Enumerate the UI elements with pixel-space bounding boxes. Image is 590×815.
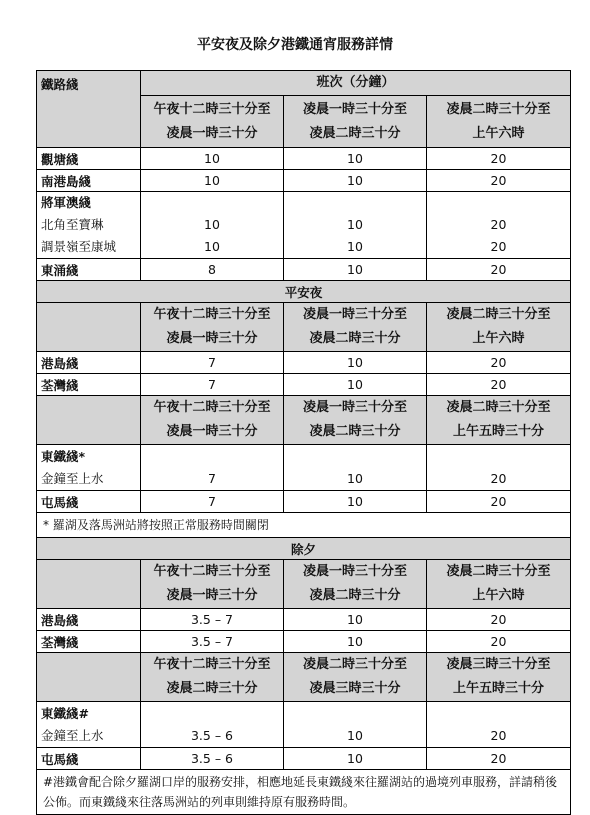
cell-text: 凌晨一時三十分至 <box>302 564 407 579</box>
table-cell <box>427 192 571 259</box>
time-slot-header <box>427 303 571 352</box>
table-cell: 10 <box>141 148 284 170</box>
table-cell: 10 <box>284 148 427 170</box>
table-row <box>37 259 571 281</box>
table-cell: 3.5 – 7 <box>141 609 284 631</box>
cell-text: 10 <box>347 727 363 743</box>
table-row <box>37 170 571 192</box>
cell-text: 上午五時三十分 <box>453 681 545 696</box>
table-cell: 10 <box>284 374 427 396</box>
time-slot-header <box>141 653 284 702</box>
table-cell <box>141 192 284 259</box>
cell-text <box>431 703 566 725</box>
table-cell: 10 <box>284 491 427 513</box>
table-row <box>37 192 571 259</box>
cell-text: 凌晨一時三十分 <box>166 125 258 141</box>
cell-text: 凌晨三時三十分至 <box>446 657 551 672</box>
table-cell <box>427 702 571 748</box>
cell-text: 午夜十二時三十分至 <box>153 564 271 579</box>
time-slot-header <box>427 396 571 445</box>
cell-text <box>145 446 279 468</box>
time-slot-header <box>427 653 571 702</box>
frequency-header: 班次（分鐘） <box>141 71 571 96</box>
table-cell: 屯馬綫 <box>37 748 141 770</box>
table-row <box>37 445 571 491</box>
cell-text: 7 <box>208 470 216 486</box>
table-row <box>37 748 571 770</box>
cell-text: 3.5 – 6 <box>190 727 234 743</box>
cell-text: 20 <box>490 470 507 486</box>
table-cell <box>37 653 141 702</box>
cell-text <box>145 192 279 214</box>
table-cell <box>37 192 141 259</box>
table-cell <box>37 303 141 352</box>
table-cell: 7 <box>141 374 284 396</box>
cell-text: 凌晨二時三十分至 <box>446 307 551 322</box>
cell-text: 10 <box>347 470 363 486</box>
cell-text: 20 <box>490 727 507 743</box>
cell-text <box>431 192 566 214</box>
table-cell: 8 <box>141 259 284 281</box>
table-cell <box>37 396 141 445</box>
time-slot-header <box>284 560 427 609</box>
cell-text: 10 <box>347 217 363 232</box>
cell-text: 午夜十二時三十分至 <box>153 657 271 672</box>
cell-text: 東鐵綫* <box>41 448 86 464</box>
cell-text <box>431 446 566 468</box>
time-slot-header <box>141 96 284 148</box>
cell-text: 上午五時三十分 <box>453 424 545 439</box>
table-cell: 10 <box>284 259 427 281</box>
table-row <box>37 148 571 170</box>
cell-text: 金鐘至上水 <box>41 470 104 486</box>
cell-text: 凌晨一時三十分 <box>166 331 258 346</box>
cell-text: 北角至寶琳 <box>41 217 104 232</box>
time-slot-header <box>284 396 427 445</box>
table-cell: 荃灣綫 <box>37 374 141 396</box>
table-cell: 7 <box>141 352 284 374</box>
table-cell <box>141 445 284 491</box>
table-cell: 20 <box>427 374 571 396</box>
rail-line-header: 鐵路綫 <box>37 71 141 148</box>
table-cell: 港島綫 <box>37 352 141 374</box>
cell-text: 午夜十二時三十分至 <box>153 307 271 322</box>
table-cell <box>141 702 284 748</box>
table-row <box>37 491 571 513</box>
cell-text: 10 <box>347 239 363 254</box>
table-cell: 10 <box>284 748 427 770</box>
time-slot-header <box>284 303 427 352</box>
table-cell: 20 <box>427 352 571 374</box>
cell-text: 20 <box>490 217 507 232</box>
cell-text: 凌晨二時三十分至 <box>446 564 551 579</box>
table-cell <box>284 192 427 259</box>
table-cell <box>284 702 427 748</box>
time-slot-header <box>141 560 284 609</box>
table-cell: 觀塘綫 <box>37 148 141 170</box>
table-row <box>37 609 571 631</box>
cell-text: 上午六時 <box>472 331 525 346</box>
cell-text: 將軍澳綫 <box>41 195 92 210</box>
table-cell: 3.5 – 7 <box>141 631 284 653</box>
table-cell: 10 <box>141 170 284 192</box>
cell-text: 上午六時 <box>472 125 525 141</box>
cell-text: 20 <box>490 239 507 254</box>
cell-text: 凌晨一時三十分至 <box>302 400 407 415</box>
schedule-table <box>36 70 571 815</box>
section-header-christmas-eve: 平安夜 <box>37 281 571 303</box>
cell-text: 凌晨三時三十分 <box>309 681 401 696</box>
table-cell: 3.5 – 6 <box>141 748 284 770</box>
table-cell <box>37 445 141 491</box>
cell-text: 凌晨二時三十分至 <box>446 400 551 415</box>
cell-text: 凌晨二時三十分 <box>309 331 401 346</box>
table-cell: 10 <box>284 631 427 653</box>
cell-text: 凌晨二時三十分 <box>309 588 401 603</box>
cell-text: 凌晨一時三十分至 <box>302 307 407 322</box>
table-cell: 荃灣綫 <box>37 631 141 653</box>
table-cell: 港島綫 <box>37 609 141 631</box>
table-cell: 屯馬綫 <box>37 491 141 513</box>
table-cell <box>284 445 427 491</box>
cell-text: 上午六時 <box>472 588 525 603</box>
table-row <box>37 702 571 748</box>
time-slot-header <box>141 303 284 352</box>
table-cell: 東涌綫 <box>37 259 141 281</box>
table-cell: 10 <box>284 609 427 631</box>
time-slot-header <box>284 96 427 148</box>
table-cell: 20 <box>427 259 571 281</box>
cell-text: 凌晨一時三十分至 <box>302 101 407 117</box>
cell-text <box>288 192 422 214</box>
cell-text <box>288 703 422 725</box>
table-cell: 20 <box>427 148 571 170</box>
table-cell: 南港島綫 <box>37 170 141 192</box>
table-cell: 20 <box>427 170 571 192</box>
table-cell: 10 <box>284 170 427 192</box>
table-cell: 20 <box>427 491 571 513</box>
table-cell <box>427 445 571 491</box>
time-slot-header <box>427 560 571 609</box>
table-cell <box>37 702 141 748</box>
table-cell: 20 <box>427 748 571 770</box>
cell-text: 金鐘至上水 <box>41 727 104 743</box>
table-cell: 10 <box>284 352 427 374</box>
cell-text <box>145 703 279 725</box>
table-cell <box>37 560 141 609</box>
table-cell: 20 <box>427 631 571 653</box>
page-title: 平安夜及除夕港鐵通宵服務詳情 <box>197 37 393 53</box>
table-row <box>37 352 571 374</box>
cell-text: 凌晨二時三十分至 <box>446 101 551 117</box>
cell-text: 午夜十二時三十分至 <box>153 101 271 117</box>
table-row <box>37 374 571 396</box>
cell-text: 10 <box>204 239 220 254</box>
section-header-new-years-eve: 除夕 <box>37 538 571 560</box>
table-cell: 7 <box>141 491 284 513</box>
table-cell: 20 <box>427 609 571 631</box>
cell-text: 凌晨二時三十分至 <box>302 657 407 672</box>
cell-text <box>288 446 422 468</box>
cell-text: 凌晨一時三十分 <box>166 588 258 603</box>
cell-text: 10 <box>204 217 220 232</box>
time-slot-header <box>284 653 427 702</box>
cell-text: 凌晨二時三十分 <box>166 681 258 696</box>
cell-text: 凌晨一時三十分 <box>166 424 258 439</box>
time-slot-header <box>141 396 284 445</box>
cell-text: 午夜十二時三十分至 <box>153 400 271 415</box>
table-row <box>37 631 571 653</box>
cell-text: 凌晨二時三十分 <box>309 424 401 439</box>
time-slot-header <box>427 96 571 148</box>
cell-text: 凌晨二時三十分 <box>309 125 401 141</box>
cell-text: 東鐵綫# <box>41 705 89 721</box>
footnote-new-years-eve: #港鐵會配合除夕羅湖口岸的服務安排，相應地延長東鐵綫來往羅湖站的過境列車服務，詳請稍後公佈。而東鐵綫來往落馬洲站的列車則維持原有服務時間。 <box>37 770 571 815</box>
footnote-christmas-eve: * 羅湖及落馬洲站將按照正常服務時間關閉 <box>37 513 571 538</box>
cell-text: 調景嶺至康城 <box>41 239 117 254</box>
